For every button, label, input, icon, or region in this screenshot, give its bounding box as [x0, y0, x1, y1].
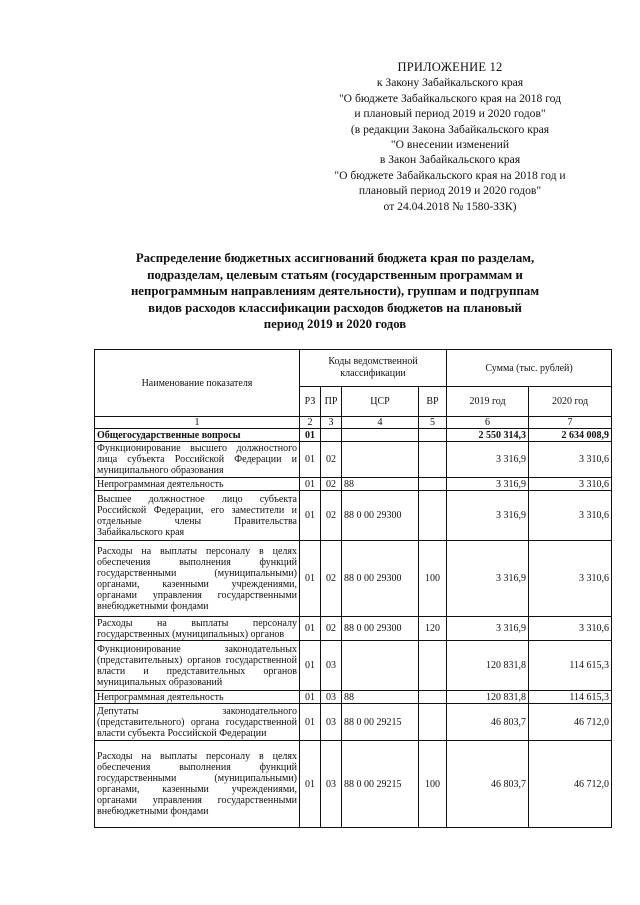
row-pr: 03 — [321, 691, 342, 704]
row-vr — [419, 641, 447, 691]
table-row — [95, 704, 612, 741]
table-row — [95, 478, 612, 491]
header-csr: ЦСР — [342, 387, 419, 417]
column-index: 4 — [342, 417, 419, 429]
column-index: 3 — [321, 417, 342, 429]
row-pr: 03 — [321, 741, 342, 828]
row-2020: 2 634 008,9 — [529, 429, 612, 442]
column-index: 5 — [419, 417, 447, 429]
appendix-line: от 24.04.2018 № 1580-ЗЗК) — [383, 199, 517, 213]
row-vr — [419, 491, 447, 541]
table-row — [95, 442, 612, 478]
title-line: подразделам, целевым статьям (государственным программам и — [147, 267, 523, 282]
row-pr — [321, 429, 342, 442]
row-2020: 3 310,6 — [529, 491, 612, 541]
row-pr: 02 — [321, 541, 342, 617]
document-title — [100, 250, 570, 333]
row-pr: 02 — [321, 478, 342, 491]
row-name: Непрограммная деятельность — [95, 691, 300, 704]
row-pr: 03 — [321, 641, 342, 691]
row-rz: 01 — [300, 741, 321, 828]
row-2019: 120 831,8 — [447, 691, 529, 704]
row-2019: 3 316,9 — [447, 541, 529, 617]
row-pr: 03 — [321, 704, 342, 741]
header-pr: ПР — [321, 387, 342, 417]
title-line: Распределение бюджетных ассигнований бюджета края по разделам, — [135, 251, 535, 265]
row-csr: 88 0 00 29300 — [342, 491, 419, 541]
header-2020: 2020 год — [529, 387, 612, 417]
row-rz: 01 — [300, 478, 321, 491]
title-line: период 2019 и 2020 годов — [263, 317, 407, 332]
column-index: 7 — [529, 417, 612, 429]
row-csr — [342, 641, 419, 691]
row-2019: 120 831,8 — [447, 641, 529, 691]
table-row — [95, 491, 612, 541]
row-2020: 46 712,0 — [529, 741, 612, 828]
title-line: видов расходов классификации расходов бюджетов на плановый — [148, 300, 522, 315]
row-2020: 114 615,3 — [529, 641, 612, 691]
row-name: Высшее должностное лицо субъекта Российской Федерации, его заместители и отдельные члены Правительства Забайкальского края — [95, 491, 300, 541]
row-rz: 01 — [300, 617, 321, 641]
header-vr: ВР — [419, 387, 447, 417]
row-2019: 3 316,9 — [447, 491, 529, 541]
row-rz: 01 — [300, 491, 321, 541]
row-csr: 88 — [342, 478, 419, 491]
row-2020: 3 310,6 — [529, 541, 612, 617]
row-vr: 120 — [419, 617, 447, 641]
row-2019: 3 316,9 — [447, 442, 529, 478]
row-rz: 01 — [300, 429, 321, 442]
appendix-line: ПРИЛОЖЕНИЕ 12 — [397, 60, 503, 74]
header-sum-group: Сумма (тыс. рублей) — [447, 350, 612, 387]
row-pr: 02 — [321, 617, 342, 641]
appendix-line: к Закону Забайкальского края — [376, 76, 524, 90]
row-2019: 3 316,9 — [447, 617, 529, 641]
row-vr — [419, 691, 447, 704]
row-2020: 3 310,6 — [529, 617, 612, 641]
row-2019: 3 316,9 — [447, 478, 529, 491]
row-csr — [342, 429, 419, 442]
row-csr: 88 0 00 29215 — [342, 741, 419, 828]
header-2019: 2019 год — [447, 387, 529, 417]
header-codes-group: Коды ведомственной классификации — [300, 350, 447, 387]
appendix-line: (в редакции Закона Забайкальского края — [350, 122, 550, 136]
row-name: Общегосударственные вопросы — [95, 429, 300, 442]
row-csr: 88 0 00 29300 — [342, 617, 419, 641]
row-name: Непрограммная деятельность — [95, 478, 300, 491]
row-name: Расходы на выплаты персоналу в целях обеспечения выполнения функций государственными (муниципальными) органами, казенными учреждениями, органами управления государственными внебюджетными фондами — [95, 741, 300, 828]
column-index: 6 — [447, 417, 529, 429]
row-2020: 3 310,6 — [529, 442, 612, 478]
column-index-row — [95, 417, 612, 429]
appendix-line: "О бюджете Забайкальского края на 2018 год — [338, 91, 562, 105]
appendix-header — [300, 60, 600, 214]
appendix-line: "О бюджете Забайкальского края на 2018 год и — [334, 168, 566, 182]
row-vr — [419, 704, 447, 741]
row-csr — [342, 442, 419, 478]
row-vr: 100 — [419, 541, 447, 617]
title-line: непрограммным направлениям деятельности), группам и подгруппам — [130, 284, 540, 299]
table-row — [95, 641, 612, 691]
row-2019: 2 550 314,3 — [447, 429, 529, 442]
table-row — [95, 741, 612, 828]
row-name: Функционирование законодательных (представительных) органов государственной власти и представительных органов муниципальных образований — [95, 641, 300, 691]
row-2019: 46 803,7 — [447, 704, 529, 741]
table-header — [95, 350, 612, 417]
row-vr — [419, 429, 447, 442]
row-2020: 46 712,0 — [529, 704, 612, 741]
row-name: Функционирование высшего должностного лица субъекта Российской Федерации и муниципального образования — [95, 442, 300, 478]
row-rz: 01 — [300, 691, 321, 704]
appendix-line: в Закон Забайкальского края — [379, 153, 521, 167]
row-rz: 01 — [300, 442, 321, 478]
table-row — [95, 617, 612, 641]
table-row — [95, 429, 612, 442]
row-vr — [419, 478, 447, 491]
row-2019: 46 803,7 — [447, 741, 529, 828]
row-name: Расходы на выплаты персоналу в целях обеспечения выполнения функций государственными (муниципальными) органами, казенными учреждениями, органами управления государственными внебюджетными фондами — [95, 541, 300, 617]
row-name: Расходы на выплаты персоналу государственных (муниципальных) органов — [95, 617, 300, 641]
table-row — [95, 541, 612, 617]
header-name: Наименование показателя — [95, 350, 300, 417]
budget-table — [94, 349, 612, 828]
row-csr: 88 0 00 29215 — [342, 704, 419, 741]
row-name: Депутаты законодательного (представительного) органа государственной власти субъекта Российской Федерации — [95, 704, 300, 741]
row-rz: 01 — [300, 704, 321, 741]
row-2020: 3 310,6 — [529, 478, 612, 491]
appendix-line: и плановый период 2019 и 2020 годов" — [354, 107, 546, 121]
row-vr: 100 — [419, 741, 447, 828]
row-pr: 02 — [321, 442, 342, 478]
column-index: 1 — [95, 417, 300, 429]
appendix-line: плановый период 2019 и 2020 годов" — [358, 184, 542, 198]
row-rz: 01 — [300, 641, 321, 691]
table-row — [95, 691, 612, 704]
header-rz: РЗ — [300, 387, 321, 417]
row-vr — [419, 442, 447, 478]
row-csr: 88 — [342, 691, 419, 704]
appendix-line: "О внесении изменений — [390, 138, 510, 152]
row-csr: 88 0 00 29300 — [342, 541, 419, 617]
row-pr: 02 — [321, 491, 342, 541]
row-2020: 114 615,3 — [529, 691, 612, 704]
row-rz: 01 — [300, 541, 321, 617]
column-index: 2 — [300, 417, 321, 429]
